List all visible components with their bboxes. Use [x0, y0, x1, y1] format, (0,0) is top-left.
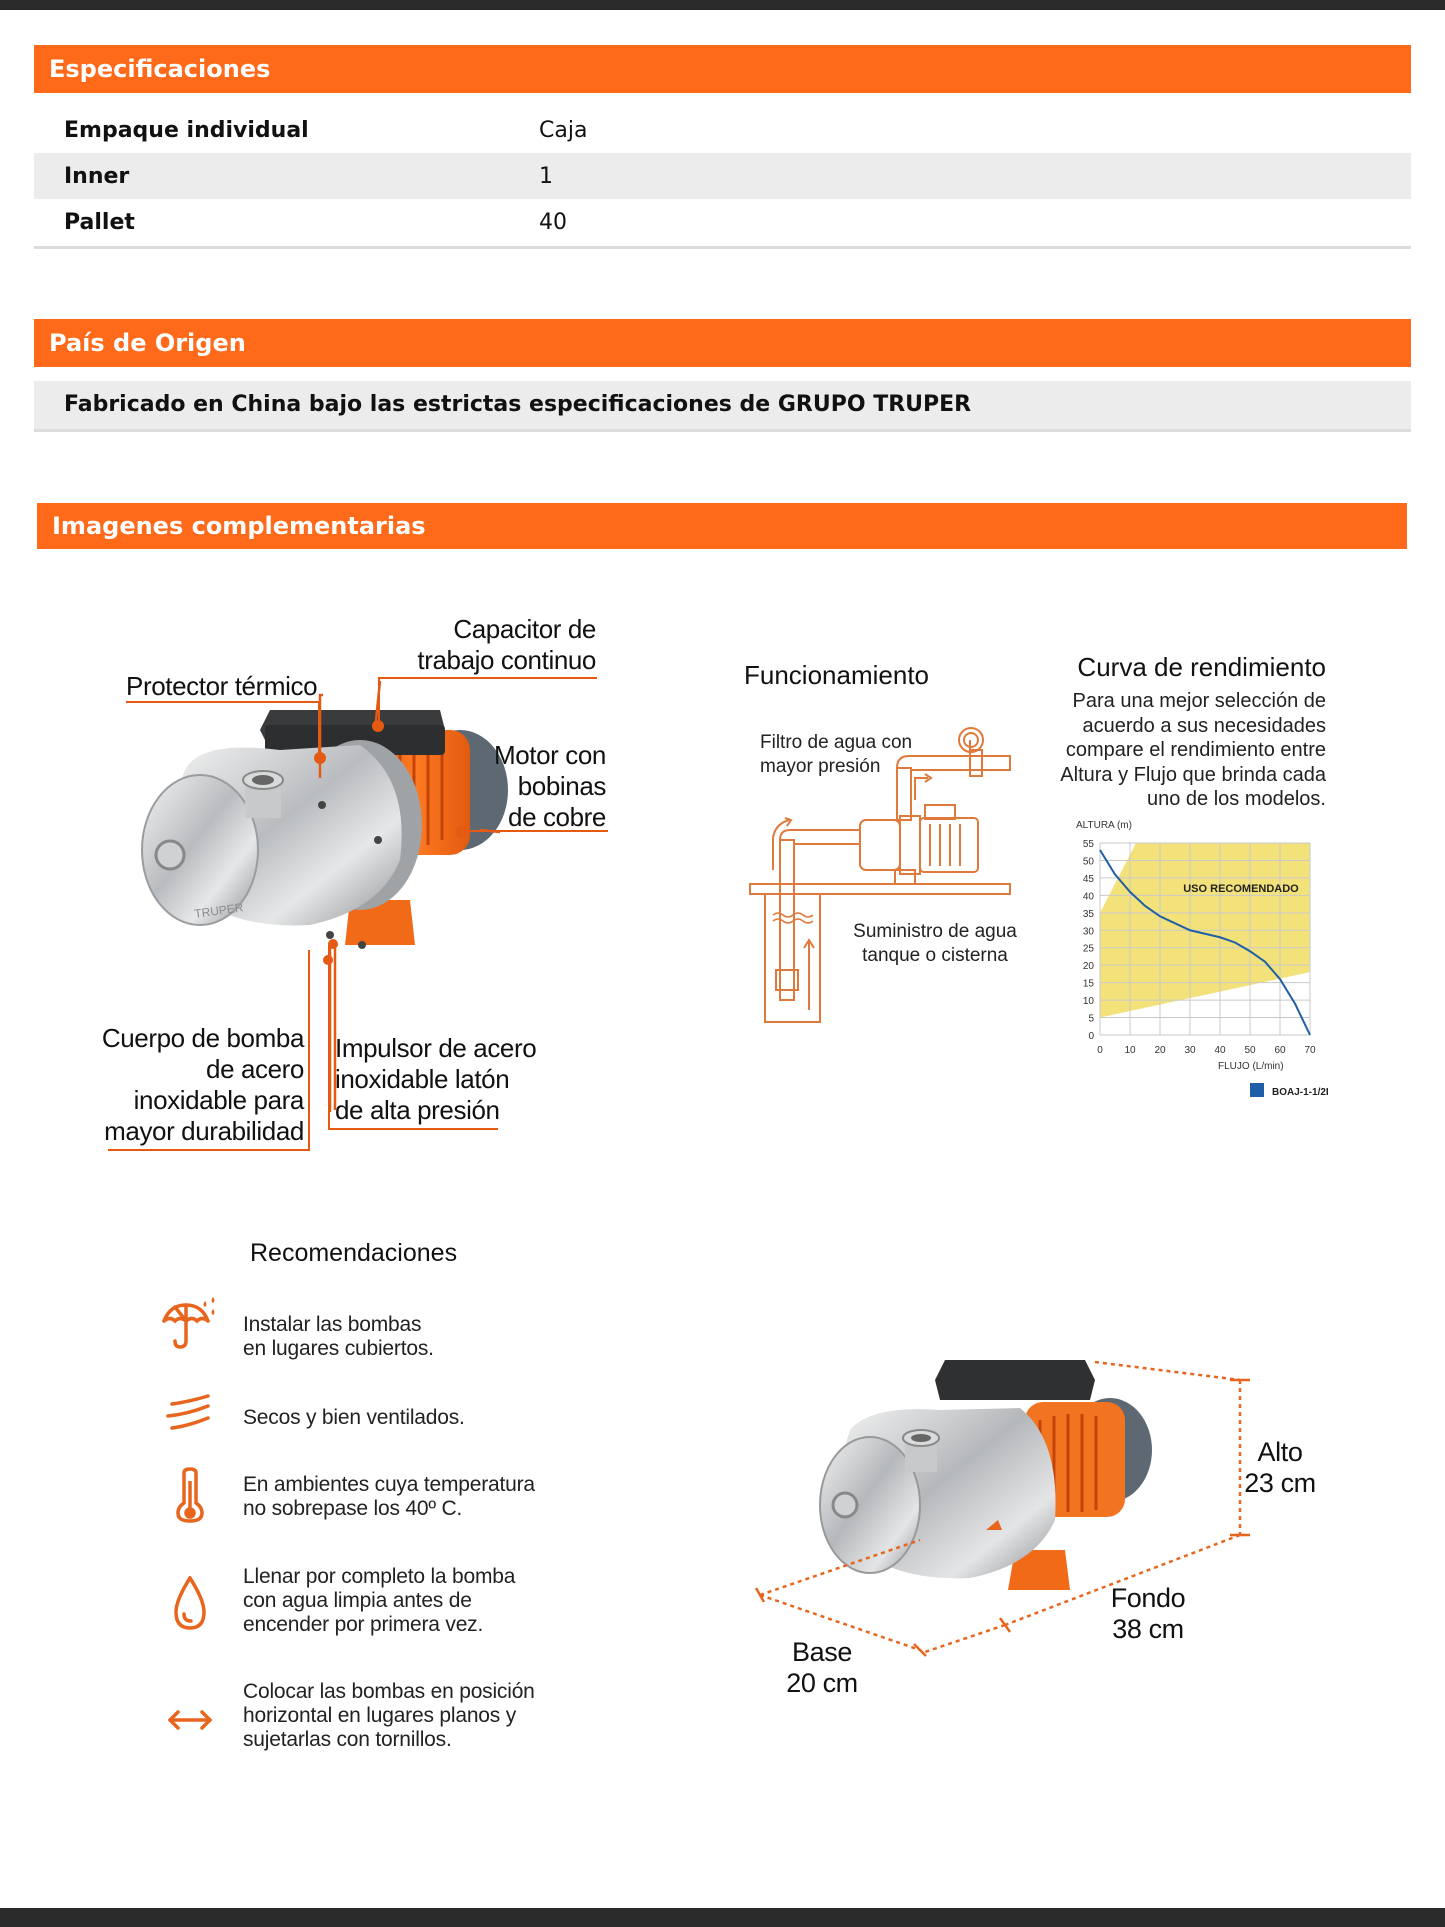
dimension-label: Alto	[1257, 1437, 1303, 1467]
impulsor-label-line: inoxidable latón	[335, 1064, 510, 1094]
cuerpo-label-line: Cuerpo de bomba	[101, 1023, 304, 1053]
x-tick-label: 10	[1124, 1045, 1136, 1056]
dimension-fondo	[1108, 1583, 1188, 1645]
recommendation-line: no sobrepase los 40º C.	[243, 1497, 463, 1520]
impulsor-label	[335, 1033, 536, 1126]
y-tick-label: 25	[1082, 943, 1094, 955]
dimension-value: 20 cm	[786, 1668, 858, 1698]
x-tick-label: 30	[1184, 1045, 1196, 1056]
spec-row	[34, 107, 1411, 153]
specs-header	[34, 45, 1411, 93]
y-tick-label: 50	[1082, 856, 1094, 868]
specs-divider	[34, 246, 1411, 249]
capacitor-label	[380, 614, 596, 676]
images-title: Imagenes complementarias	[52, 512, 426, 540]
dimension-value: 23 cm	[1244, 1468, 1316, 1498]
spec-row	[34, 153, 1411, 199]
spec-value: 40	[539, 210, 567, 235]
suministro-label-line: tanque o cisterna	[862, 945, 1008, 966]
spec-value: 1	[539, 164, 553, 189]
suministro-label-line: Suministro de agua	[853, 921, 1017, 942]
motor-label	[440, 740, 606, 833]
x-tick-label: 50	[1244, 1045, 1256, 1056]
y-tick-label: 55	[1082, 839, 1094, 850]
dimension-label: Fondo	[1110, 1583, 1186, 1613]
dimension-label: Base	[792, 1637, 852, 1667]
suministro-label	[850, 920, 1020, 968]
recommendation-line: encender por primera vez.	[243, 1613, 484, 1636]
chart-annotation: USO RECOMENDADO	[1183, 882, 1299, 895]
spec-row	[34, 199, 1411, 245]
recommendation-item	[243, 1313, 434, 1361]
y-tick-label: 5	[1088, 1013, 1094, 1025]
recommendation-item	[243, 1680, 535, 1752]
curva-description-line: Para una mejor selección de	[1072, 690, 1326, 712]
recommendation-line: en lugares cubiertos.	[243, 1337, 434, 1360]
cuerpo-underline	[108, 1149, 310, 1151]
protector-leader	[318, 701, 320, 759]
curva-description-line: compare el rendimiento entre	[1065, 739, 1326, 761]
recommendation-line: Secos y bien ventilados.	[243, 1406, 465, 1429]
curva-title: Curva de rendimiento	[1077, 652, 1326, 682]
umbrella-rain-icon	[158, 1295, 222, 1351]
filtro-label-line: mayor presión	[760, 756, 881, 777]
spec-key: Empaque individual	[64, 118, 309, 143]
y-tick-label: 35	[1082, 908, 1094, 920]
top-bar	[0, 0, 1445, 10]
funcionamiento-diagram	[745, 720, 1015, 1030]
cuerpo-label	[90, 1023, 304, 1147]
spec-key: Pallet	[64, 210, 135, 235]
x-tick-label: 40	[1214, 1045, 1226, 1056]
legend-label: BOAJ-1-1/2I	[1272, 1087, 1329, 1098]
motor-label-line: de cobre	[508, 802, 606, 832]
recommendation-item	[243, 1406, 465, 1430]
recommendation-line: sujetarlas con tornillos.	[243, 1728, 452, 1751]
recomendaciones-title: Recomendaciones	[250, 1239, 458, 1267]
recommendation-line: Colocar las bombas en posición	[243, 1680, 535, 1703]
origin-title: País de Origen	[49, 329, 246, 357]
origin-divider	[34, 429, 1411, 432]
dimension-base	[782, 1637, 862, 1699]
capacitor-label-line: trabajo continuo	[417, 645, 596, 675]
water-drop-icon	[158, 1576, 222, 1632]
wind-icon	[158, 1390, 222, 1446]
performance-chart	[1060, 808, 1340, 1098]
images-header	[37, 503, 1407, 549]
impulsor-leader	[328, 945, 330, 1130]
curva-description	[1000, 689, 1326, 812]
x-tick-label: 70	[1304, 1045, 1316, 1056]
capacitor-underline	[380, 677, 597, 679]
capacitor-leader	[378, 677, 380, 729]
brand-mark: TRUPER	[193, 900, 245, 921]
cuerpo-leader	[308, 950, 310, 1151]
cuerpo-label-line: inoxidable para	[133, 1085, 304, 1115]
origin-row	[34, 381, 1411, 431]
recommendation-item	[243, 1473, 535, 1521]
y-tick-label: 40	[1082, 891, 1094, 903]
x-tick-label: 0	[1097, 1045, 1103, 1056]
filtro-label-line: Filtro de agua con	[760, 732, 913, 753]
impulsor-label-line: de alta presión	[335, 1095, 500, 1125]
origin-text: Fabricado en China bajo las estrictas especificaciones de GRUPO TRUPER	[64, 392, 972, 417]
spec-value: Caja	[539, 118, 588, 143]
dimension-value: 38 cm	[1112, 1614, 1184, 1644]
recommendation-line: con agua limpia antes de	[243, 1589, 472, 1612]
specs-title: Especificaciones	[49, 55, 271, 83]
cuerpo-label-line: mayor durabilidad	[104, 1116, 304, 1146]
x-axis-label: FLUJO (L/min)	[1218, 1061, 1284, 1072]
spec-key: Inner	[64, 164, 130, 189]
protector-label: Protector térmico	[126, 671, 318, 701]
capacitor-label-line: Capacitor de	[453, 614, 596, 644]
y-tick-label: 15	[1082, 978, 1094, 990]
curva-description-line: Altura y Flujo que brinda cada	[1060, 763, 1326, 786]
x-tick-label: 20	[1154, 1045, 1166, 1056]
recommendation-line: En ambientes cuya temperatura	[243, 1473, 535, 1496]
funcionamiento-title: Funcionamiento	[744, 660, 929, 690]
impulsor-underline	[328, 1128, 498, 1130]
thermometer-icon	[158, 1467, 222, 1523]
legend-swatch	[1250, 1083, 1264, 1097]
x-tick-label: 60	[1274, 1045, 1286, 1056]
recommendation-line: Llenar por completo la bomba	[243, 1565, 516, 1588]
horizontal-arrows-icon	[158, 1692, 222, 1748]
y-tick-label: 0	[1088, 1031, 1094, 1042]
cuerpo-label-line: de acero	[206, 1054, 304, 1084]
curva-description-line: uno de los modelos.	[1146, 788, 1326, 810]
origin-header	[34, 319, 1411, 367]
motor-label-line: Motor con	[493, 740, 606, 770]
motor-label-line: bobinas	[517, 771, 606, 801]
y-axis-label: ALTURA (m)	[1076, 820, 1132, 831]
curva-description-line: acuerdo a sus necesidades	[1082, 714, 1326, 737]
impulsor-label-line: Impulsor de acero	[335, 1033, 537, 1063]
dimension-alto	[1240, 1437, 1320, 1499]
y-tick-label: 30	[1082, 926, 1094, 938]
y-tick-label: 10	[1082, 996, 1094, 1008]
y-tick-label: 45	[1082, 873, 1094, 885]
bottom-bar	[0, 1908, 1445, 1927]
y-tick-label: 20	[1082, 961, 1094, 973]
recommendation-line: Instalar las bombas	[243, 1313, 422, 1336]
recommendation-item	[243, 1565, 515, 1637]
recommendation-line: horizontal en lugares planos y	[243, 1704, 517, 1727]
